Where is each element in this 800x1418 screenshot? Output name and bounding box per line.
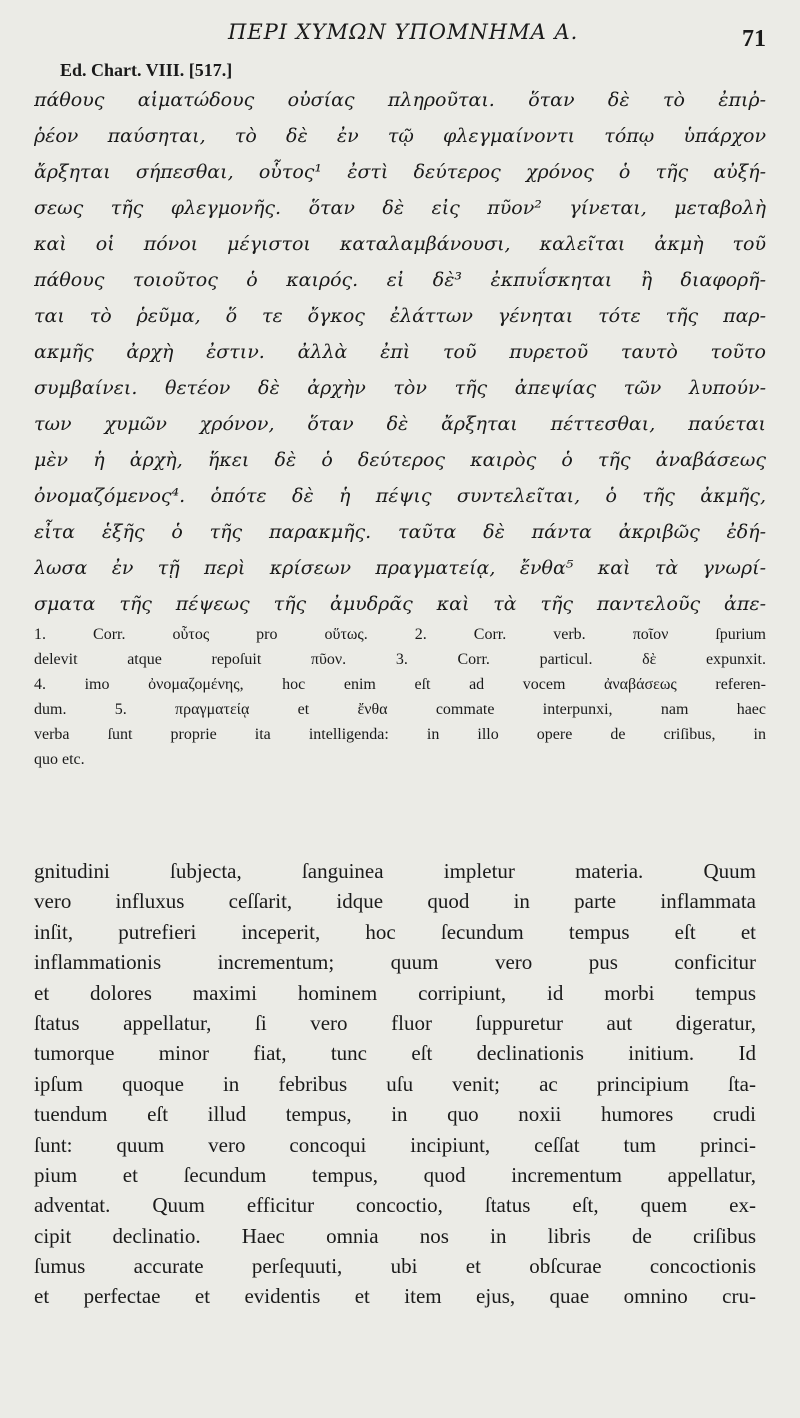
greek-line: καὶ οἱ πόνοι μέγιστοι καταλαμβάνουσι, καλεῖται ἀκμὴ τοῦ	[34, 233, 766, 255]
latin-line: ſtatus appellatur, ſi vero fluor ſuppuretur aut digeratur,	[34, 1010, 756, 1035]
footnote-line: quo etc.	[34, 751, 85, 768]
footnote-line: delevit atque repoſuit πῦον. 3. Corr. particul. δὲ expunxit.	[34, 651, 766, 668]
footnotes	[34, 622, 766, 772]
greek-line: πάθους αἱματώδους οὐσίας πληροῦται. ὅταν δὲ τὸ ἐπιῤ-	[34, 89, 766, 111]
edition-reference: Ed. Chart. VIII. [517.]	[60, 60, 233, 80]
running-title: ΠΕΡΙ ΧΥΜΩΝ ΥΠΟΜΝΗΜΑ Α.	[228, 20, 579, 44]
latin-line: cipit declinatio. Haec omnia nos in libris de criſibus	[34, 1223, 756, 1248]
greek-line: λωσα ἐν τῇ περὶ κρίσεων πραγματείᾳ, ἔνθα⁵ καὶ τὰ γνωρί-	[34, 557, 766, 579]
latin-line: tuendum eſt illud tempus, in quo noxii humores crudi	[34, 1102, 756, 1127]
latin-line: ſumus accurate perſequuti, ubi et obſcurae concoctionis	[34, 1254, 756, 1279]
greek-line: σματα τῆς πέψεως τῆς ἀμυδρᾶς καὶ τὰ τῆς παντελοῦς ἀπε-	[34, 593, 766, 615]
page-number: 71	[742, 26, 766, 52]
latin-line: et perfectae et evidentis et item ejus, quae omnino cru-	[34, 1284, 756, 1309]
greek-line: συμβαίνει. θετέον δὲ ἀρχὴν τὸν τῆς ἀπεψίας τῶν λυπούν-	[34, 377, 766, 399]
greek-line: ακμῆς ἀρχὴ ἐστιν. ἀλλὰ ἐπὶ τοῦ πυρετοῦ ταυτὸ τοῦτο	[34, 341, 766, 363]
greek-text-block	[34, 82, 766, 622]
latin-line: inſit, putrefieri inceperit, hoc ſecundum tempus eſt et	[34, 919, 756, 944]
footnote-line: dum. 5. πραγματείᾳ et ἔνθα commate interpunxi, nam haec	[34, 701, 766, 718]
greek-line: ται τὸ ῥεῦμα, ὅ τε ὄγκος ἐλάττων γένηται τότε τῆς παρ-	[34, 305, 766, 327]
greek-line: πάθους τοιοῦτος ὁ καιρός. εἰ δὲ³ ἐκπυΐσκηται ἢ διαφορῆ-	[34, 269, 766, 291]
greek-line: ῥέον παύσηται, τὸ δὲ ἐν τῷ φλεγμαίνοντι τόπῳ ὑπάρχον	[34, 125, 766, 147]
greek-line: εἶτα ἑξῆς ὁ τῆς παρακμῆς. ταῦτα δὲ πάντα ἀκριβῶς ἐδή-	[34, 521, 766, 543]
greek-line: ἄρξηται σήπεσθαι, οὗτος¹ ἐστὶ δεύτερος χρόνος ὁ τῆς αὐξή-	[34, 161, 766, 183]
greek-line: ὀνομαζόμενος⁴. ὁπότε δὲ ἡ πέψις συντελεῖται, ὁ τῆς ἀκμῆς,	[34, 485, 766, 507]
latin-line: vero influxus ceſſarit, idque quod in parte inflammata	[34, 889, 756, 914]
latin-line: et dolores maximi hominem corripiunt, id morbi tempus	[34, 980, 756, 1005]
greek-line: σεως τῆς φλεγμονῆς. ὅταν δὲ εἰς πῦον² γίνεται, μεταβολὴ	[34, 197, 766, 219]
footnote-line: verba ſunt proprie ita intelligenda: in illo opere de criſibus, in	[34, 726, 766, 743]
latin-text-block	[34, 856, 756, 1312]
latin-line: tumorque minor fiat, tunc eſt declinationis initium. Id	[34, 1041, 756, 1066]
greek-line: των χυμῶν χρόνον, ὅταν δὲ ἄρξηται πέττεσθαι, παύεται	[34, 413, 766, 435]
latin-line: adventat. Quum efficitur concoctio, ſtatus eſt, quem ex-	[34, 1193, 756, 1218]
footnote-line: 4. imo ὀνομαζομένης, hoc enim eſt ad vocem ἀναβάσεως referen-	[34, 676, 766, 693]
latin-line: ſunt: quum vero concoqui incipiunt, ceſſat tum princi-	[34, 1132, 756, 1157]
latin-line: ipſum quoque in febribus uſu venit; ac principium ſta-	[34, 1071, 756, 1096]
latin-line: inflammationis incrementum; quum vero pus conficitur	[34, 950, 756, 975]
latin-line: gnitudini ſubjecta, ſanguinea impletur materia. Quum	[34, 859, 756, 883]
footnote-line: 1. Corr. οὗτος pro οὕτως. 2. Corr. verb. ποῖον ſpurium	[34, 626, 766, 643]
running-head	[0, 18, 800, 52]
greek-line: μὲν ἡ ἀρχὴ, ἥκει δὲ ὁ δεύτερος καιρὸς ὁ τῆς ἀναβάσεως	[34, 449, 766, 471]
latin-line: pium et ſecundum tempus, quod incrementum appellatur,	[34, 1162, 756, 1187]
